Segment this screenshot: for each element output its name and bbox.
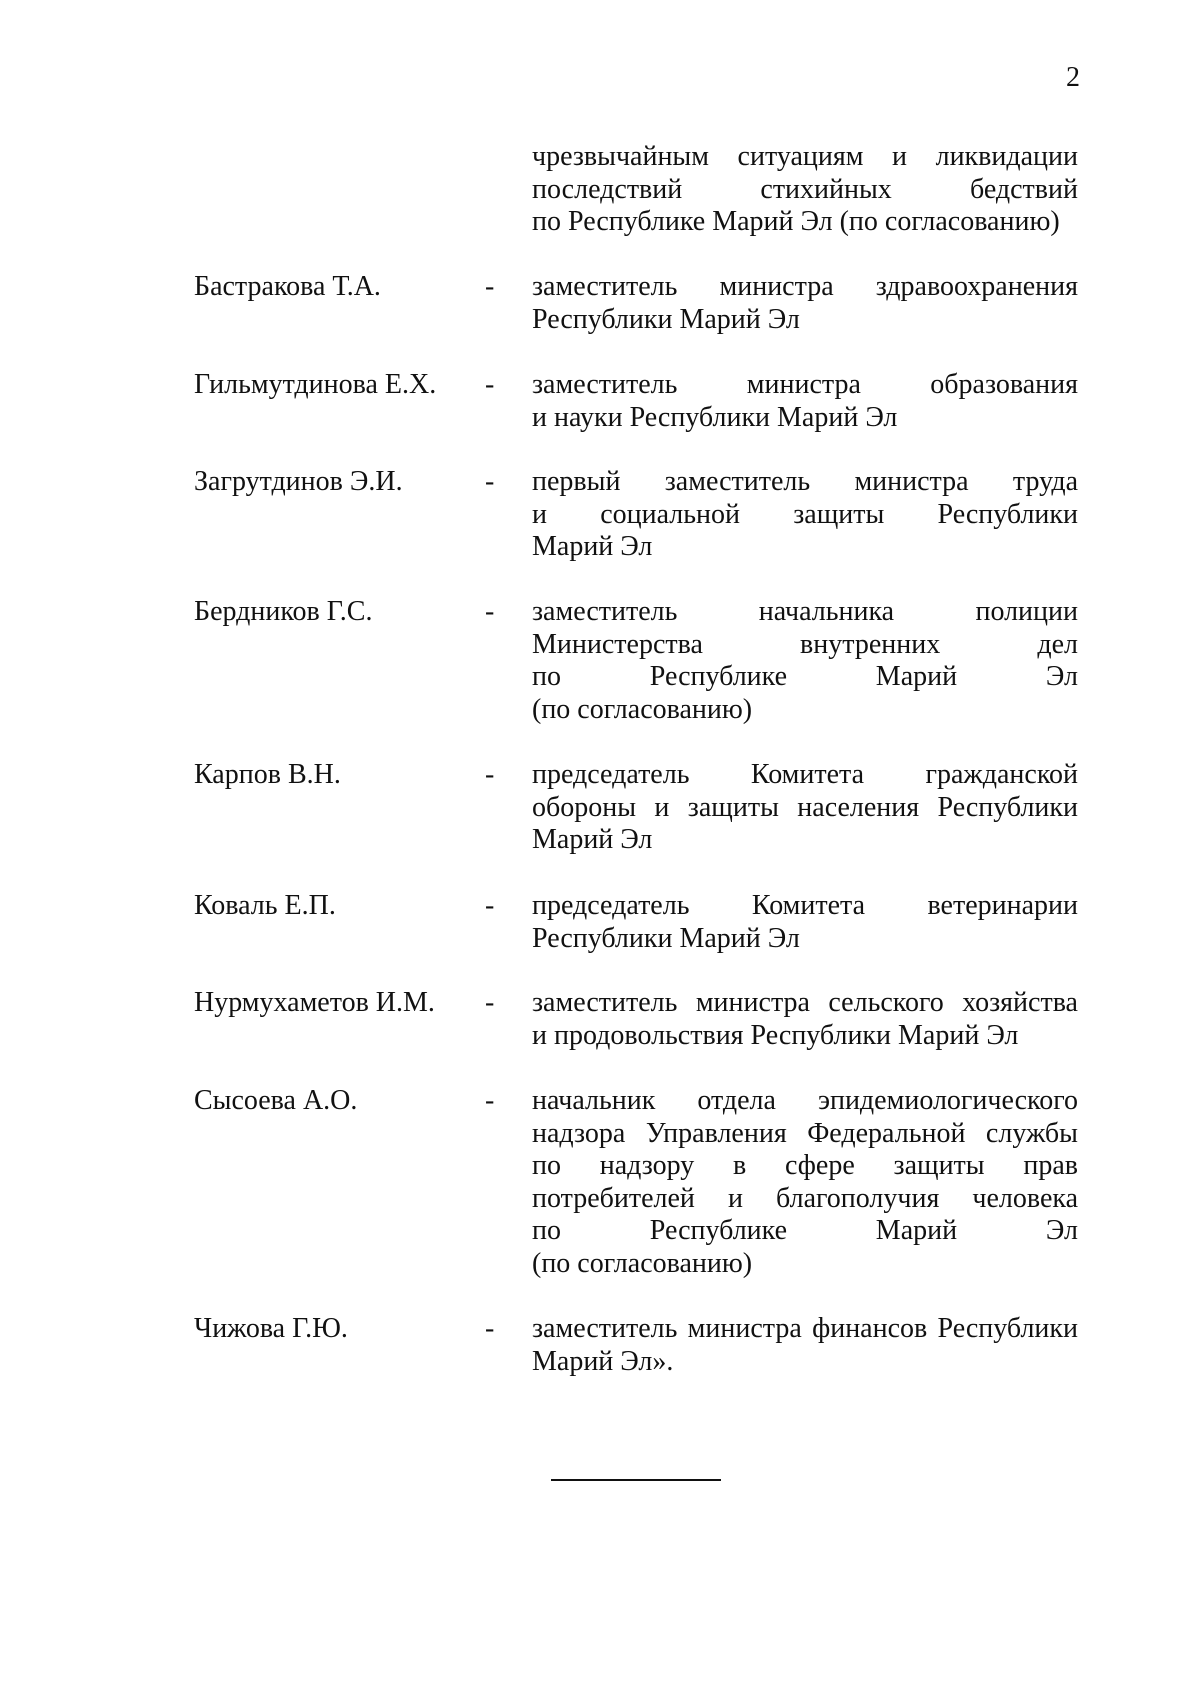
description-line: заместитель министра сельского хозяйства: [532, 987, 1078, 1018]
member-name: Коваль Е.П.: [194, 890, 336, 921]
description-line: начальник отдела эпидемиологического: [532, 1085, 1078, 1116]
dash-separator: -: [485, 271, 495, 302]
description-line: обороны и защиты населения Республики: [532, 791, 1078, 823]
closing-rule: [551, 1479, 721, 1481]
description-line: чрезвычайным ситуациям и ликвидации: [532, 141, 1078, 172]
member-name: Чижова Г.Ю.: [194, 1313, 348, 1344]
member-name: Гильмутдинова Е.Х.: [194, 369, 437, 400]
description-line: по Республике Марий Эл: [532, 1215, 1078, 1246]
description-line: Марий Эл: [532, 531, 653, 562]
member-name: Бастракова Т.А.: [194, 271, 381, 302]
description-line: Министерства внутренних дел: [532, 628, 1078, 660]
dash-separator: -: [485, 466, 495, 497]
description-line: последствий стихийных бедствий: [532, 173, 1078, 205]
member-position: [532, 596, 1078, 726]
description-line: председатель Комитета ветеринарии: [532, 890, 1078, 921]
member-name: Бердников Г.С.: [194, 596, 373, 627]
description-line: заместитель министра образования: [532, 369, 1078, 400]
description-line: и социальной защиты Республики: [532, 498, 1078, 530]
member-position: [532, 987, 1078, 1052]
member-name: Карпов В.Н.: [194, 759, 341, 790]
description-line: Марий Эл».: [532, 1345, 674, 1377]
dash-separator: -: [485, 759, 495, 790]
member-name: Сысоева А.О.: [194, 1085, 358, 1116]
member-position: [532, 1085, 1078, 1280]
description-line: Республики Марий Эл: [532, 922, 800, 954]
description-line: по Республике Марий Эл (по согласованию): [532, 206, 1060, 237]
dash-separator: -: [485, 596, 495, 627]
member-position: [532, 890, 1078, 955]
description-line: первый заместитель министра труда: [532, 466, 1078, 497]
description-line: Республики Марий Эл: [532, 303, 800, 335]
description-line: и продовольствия Республики Марий Эл: [532, 1019, 1019, 1051]
member-name: Нурмухаметов И.М.: [194, 987, 435, 1018]
dash-separator: -: [485, 987, 495, 1018]
description-line: заместитель министра финансов Республики: [532, 1313, 1078, 1344]
dash-separator: -: [485, 1085, 495, 1116]
description-line: по Республике Марий Эл: [532, 661, 1078, 692]
description-line: председатель Комитета гражданской: [532, 759, 1078, 790]
continuation-description: [532, 141, 1078, 239]
description-line: Марий Эл: [532, 824, 653, 855]
description-line: (по согласованию): [532, 693, 753, 725]
description-line: (по согласованию): [532, 1247, 753, 1279]
description-line: надзора Управления Федеральной службы: [532, 1117, 1078, 1149]
member-position: [532, 466, 1078, 564]
description-line: заместитель министра здравоохранения: [532, 271, 1078, 302]
member-position: [532, 1313, 1078, 1378]
dash-separator: -: [485, 890, 495, 921]
member-name: Загрутдинов Э.И.: [194, 466, 403, 497]
member-position: [532, 271, 1078, 336]
member-position: [532, 759, 1078, 857]
description-line: потребителей и благополучия человека: [532, 1182, 1078, 1214]
description-line: и науки Республики Марий Эл: [532, 401, 898, 433]
description-line: по надзору в сфере защиты прав: [532, 1150, 1078, 1181]
dash-separator: -: [485, 1313, 495, 1344]
dash-separator: -: [485, 369, 495, 400]
page-number: 2: [1066, 62, 1080, 93]
member-position: [532, 369, 1078, 434]
description-line: заместитель начальника полиции: [532, 596, 1078, 627]
